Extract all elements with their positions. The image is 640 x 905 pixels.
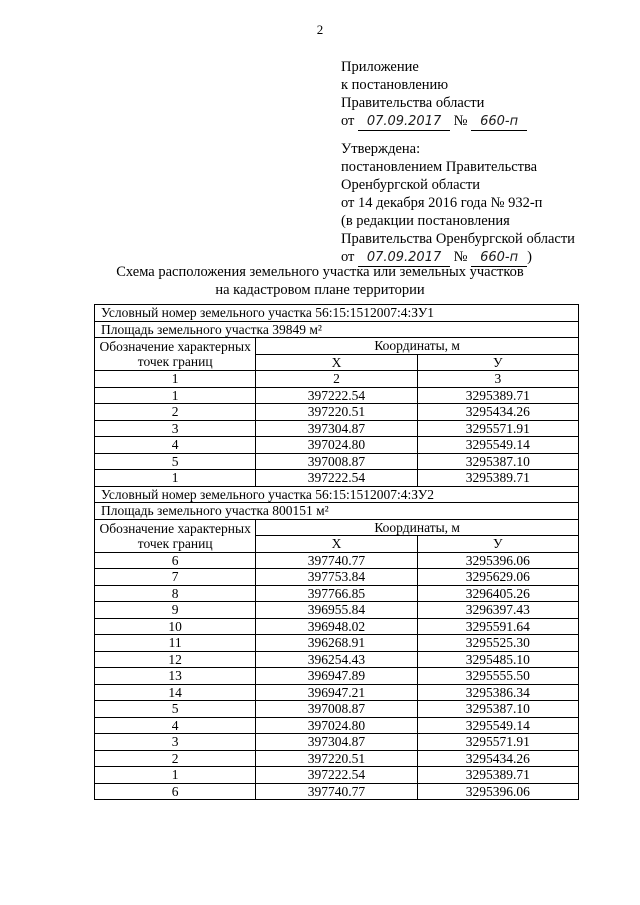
point-cell: 3 [95,734,256,751]
appendix-line2: к постановлению [341,77,449,93]
parcel-id-label: Условный номер земельного участка 56:15:1512007:4:ЗУ1 [95,305,579,322]
table-row [95,585,579,602]
point-cell: 1 [95,387,256,404]
y-cell: 3295389.71 [417,470,578,487]
point-cell: 1 [95,470,256,487]
y-cell: 3295389.71 [417,387,578,404]
parcel-area-row [95,321,579,338]
parcel-id-row [95,486,579,503]
y-cell: 3295386.34 [417,684,578,701]
title-line2: на кадастровом плане территории [215,282,425,298]
table-row [95,783,579,800]
y-cell: 3295387.10 [417,701,578,718]
column-index-cell: 2 [256,371,417,388]
x-cell: 397222.54 [256,470,417,487]
x-cell: 397008.87 [256,701,417,718]
title-line1: Схема расположения земельного участка или земельных участков [116,264,524,280]
page-number: 2 [316,22,324,37]
y-cell: 3295549.14 [417,437,578,454]
approved-line6: Правительства Оренбургской области [341,231,575,247]
x-cell: 397740.77 [256,783,417,800]
x-cell: 397008.87 [256,453,417,470]
table-row [95,602,579,619]
appendix-date: 07.09.2017 [358,114,450,131]
y-cell: 3295485.10 [417,651,578,668]
table-row [95,437,579,454]
x-cell: 397220.51 [256,750,417,767]
column-index-cell: 1 [95,371,256,388]
y-cell: 3295434.26 [417,750,578,767]
appendix-line3: Правительства области [341,95,485,111]
coordinates-table [94,304,579,800]
column-index-cell: 3 [417,371,578,388]
approved-close-paren: ) [527,249,532,265]
appendix-block [341,58,527,131]
x-cell: 396947.21 [256,684,417,701]
x-cell: 397304.87 [256,734,417,751]
x-cell: 397222.54 [256,767,417,784]
column-header-row [95,338,579,355]
point-column-header: Обозначение характерных точек границ [95,519,256,552]
document-title [0,263,640,299]
approved-no-label: № [453,249,468,265]
table-row [95,470,579,487]
table-row [95,618,579,635]
table-row [95,420,579,437]
table-row [95,668,579,685]
approved-from-label: от [341,249,355,265]
point-cell: 4 [95,717,256,734]
x-cell: 397753.84 [256,569,417,586]
x-cell: 397766.85 [256,585,417,602]
point-cell: 6 [95,783,256,800]
point-cell: 14 [95,684,256,701]
table-row [95,404,579,421]
y-cell: 3296405.26 [417,585,578,602]
approved-date: 07.09.2017 [358,250,450,267]
table-row [95,701,579,718]
parcel-area-row [95,503,579,520]
y-cell: 3295571.91 [417,734,578,751]
appendix-no-label: № [453,113,468,129]
appendix-date-line [341,112,527,131]
parcel-id-row [95,305,579,322]
point-cell: 2 [95,750,256,767]
y-cell: 3295396.06 [417,783,578,800]
table-row [95,651,579,668]
y-cell: 3295571.91 [417,420,578,437]
y-cell: 3295555.50 [417,668,578,685]
approved-line2: постановлением Правительства [341,159,538,175]
point-cell: 2 [95,404,256,421]
point-cell: 13 [95,668,256,685]
point-cell: 8 [95,585,256,602]
table-row [95,734,579,751]
y-cell: 3295549.14 [417,717,578,734]
approved-line1: Утверждена: [341,141,421,157]
column-header-row [95,519,579,536]
point-cell: 6 [95,552,256,569]
appendix-number: 660-п [471,114,527,131]
x-cell: 396955.84 [256,602,417,619]
table-row [95,387,579,404]
y-cell: 3295387.10 [417,453,578,470]
x-cell: 396947.89 [256,668,417,685]
coordinates-column-header: Координаты, м [256,338,579,355]
point-cell: 11 [95,635,256,652]
point-cell: 4 [95,437,256,454]
y-cell: 3296397.43 [417,602,578,619]
coordinates-table-body [95,305,579,800]
x-cell: 396268.91 [256,635,417,652]
approved-block [341,140,575,267]
table-row [95,453,579,470]
x-cell: 396948.02 [256,618,417,635]
y-cell: 3295396.06 [417,552,578,569]
x-cell: 397024.80 [256,437,417,454]
parcel-id-label: Условный номер земельного участка 56:15:1512007:4:ЗУ2 [95,486,579,503]
x-cell: 396254.43 [256,651,417,668]
y-cell: 3295525.30 [417,635,578,652]
x-column-header: Х [256,536,417,553]
x-cell: 397304.87 [256,420,417,437]
y-cell: 3295629.06 [417,569,578,586]
x-cell: 397222.54 [256,387,417,404]
y-column-header: У [417,354,578,371]
point-cell: 1 [95,767,256,784]
y-cell: 3295389.71 [417,767,578,784]
x-column-header: Х [256,354,417,371]
point-cell: 5 [95,453,256,470]
x-cell: 397740.77 [256,552,417,569]
point-cell: 3 [95,420,256,437]
y-cell: 3295591.64 [417,618,578,635]
approved-line4: от 14 декабря 2016 года № 932-п [341,195,543,211]
y-column-header: У [417,536,578,553]
point-cell: 5 [95,701,256,718]
point-cell: 10 [95,618,256,635]
approved-line3: Оренбургской области [341,177,481,193]
column-index-row [95,371,579,388]
point-cell: 7 [95,569,256,586]
table-row [95,767,579,784]
approved-number: 660-п [471,250,527,267]
point-cell: 12 [95,651,256,668]
table-row [95,552,579,569]
parcel-area-label: Площадь земельного участка 39849 м² [95,321,579,338]
table-row [95,684,579,701]
table-row [95,569,579,586]
table-row [95,635,579,652]
table-row [95,750,579,767]
y-cell: 3295434.26 [417,404,578,421]
point-column-header: Обозначение характерных точек границ [95,338,256,371]
parcel-area-label: Площадь земельного участка 800151 м² [95,503,579,520]
x-cell: 397220.51 [256,404,417,421]
x-cell: 397024.80 [256,717,417,734]
appendix-line1: Приложение [341,59,419,75]
point-cell: 9 [95,602,256,619]
approved-line5: (в редакции постановления [341,213,510,229]
table-row [95,717,579,734]
coordinates-column-header: Координаты, м [256,519,579,536]
appendix-from-label: от [341,113,355,129]
